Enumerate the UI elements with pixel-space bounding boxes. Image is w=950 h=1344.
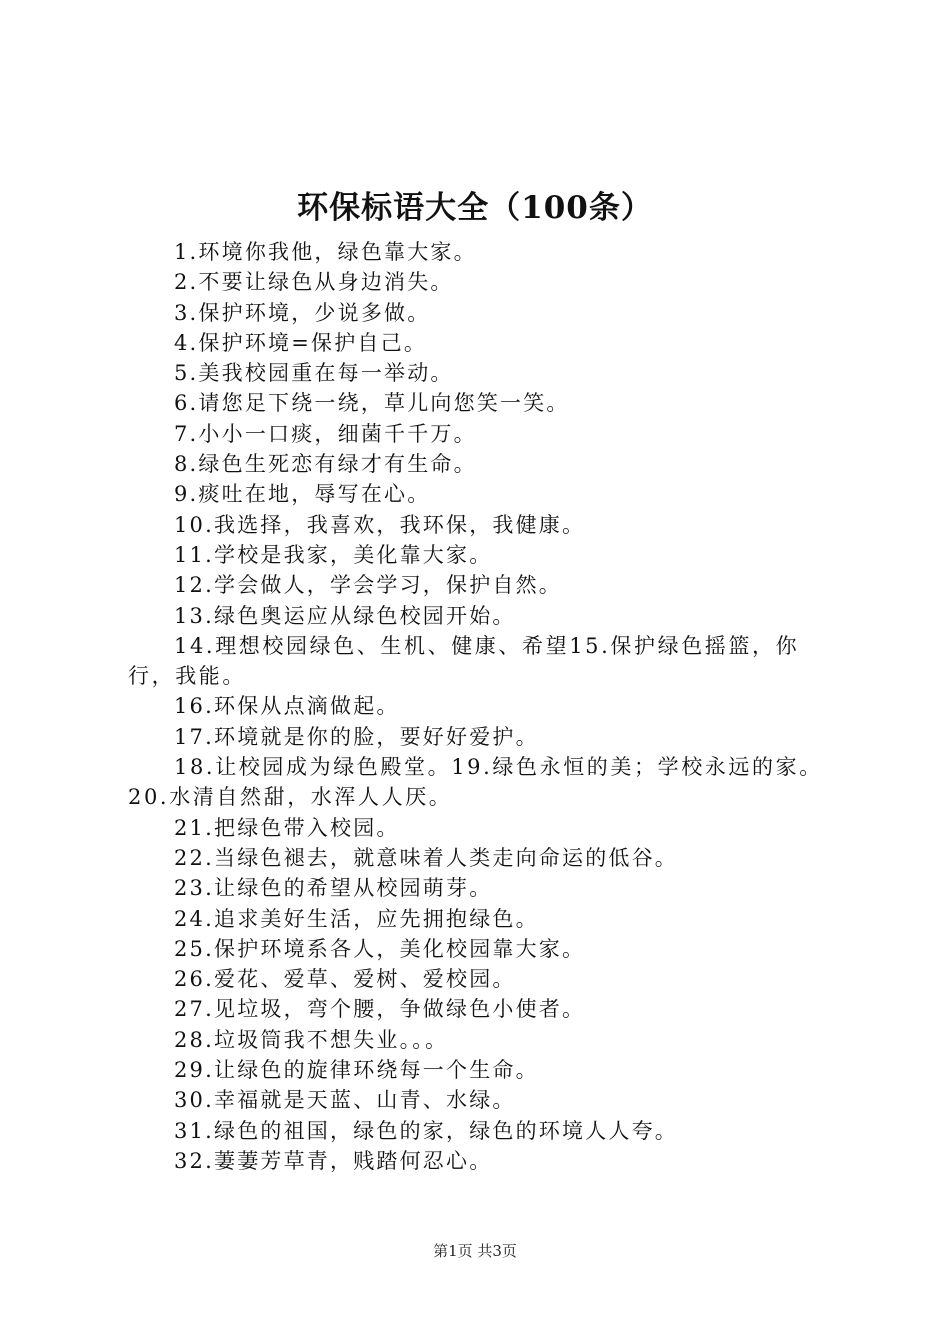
slogan-line: 21.把绿色带入校园。 — [174, 815, 400, 840]
slogan-line: 4.保护环境=保护自己。 — [174, 330, 428, 355]
slogan-line: 25.保护环境系各人，美化校园靠大家。 — [174, 936, 586, 961]
slogan-line: 7.小小一口痰，细菌千千万。 — [174, 421, 477, 446]
slogan-line: 2.不要让绿色从身边消失。 — [174, 270, 454, 295]
slogan-line: 14.理想校园绿色、生机、健康、希望15.保护绿色摇篮，你行，我能。 — [128, 633, 800, 689]
slogan-line: 32.萋萋芳草青，贱踏何忍心。 — [174, 1148, 493, 1173]
slogan-line: 10.我选择，我喜欢，我环保，我健康。 — [174, 512, 586, 537]
slogan-line: 6.请您足下绕一绕，草儿向您笑一笑。 — [174, 391, 570, 416]
slogan-line: 28.垃圾筒我不想失业。。。 — [174, 1027, 449, 1052]
slogan-line: 22.当绿色褪去，就意味着人类走向命运的低谷。 — [174, 845, 678, 870]
slogan-line: 11.学校是我家，美化靠大家。 — [174, 542, 493, 567]
slogan-line: 17.环境就是你的脸，要好好爱护。 — [174, 724, 539, 749]
page-footer: 第1页 共3页 — [433, 1242, 517, 1260]
slogan-line: 1.环境你我他，绿色靠大家。 — [174, 240, 477, 264]
slogan-line: 9.痰吐在地，辱写在心。 — [174, 482, 431, 507]
document-title: 环保标语大全（100条） — [297, 190, 653, 226]
slogan-line: 16.环保从点滴做起。 — [174, 694, 400, 719]
slogan-line: 29.让绿色的旋律环绕每一个生命。 — [174, 1058, 539, 1083]
slogan-line: 26.爱花、爱草、爱树、爱校园。 — [174, 967, 516, 992]
slogan-line: 8.绿色生死恋有绿才有生命。 — [174, 452, 477, 477]
slogan-line: 30.幸福就是天蓝、山青、水绿。 — [174, 1088, 516, 1113]
slogan-line: 13.绿色奥运应从绿色校园开始。 — [174, 603, 516, 628]
slogan-line: 5.美我校园重在每一举动。 — [174, 361, 454, 386]
slogan-list — [128, 237, 828, 1176]
slogan-line: 3.保护环境，少说多做。 — [174, 300, 431, 325]
slogan-line: 31.绿色的祖国，绿色的家，绿色的环境人人夸。 — [174, 1118, 678, 1143]
slogan-line: 23.让绿色的希望从校园萌芽。 — [174, 876, 493, 901]
slogan-line: 18.让校园成为绿色殿堂。19.绿色永恒的美；学校永远的家。20.水清自然甜，水浑人人厌。 — [128, 755, 823, 810]
slogan-line: 24.追求美好生活，应先拥抱绿色。 — [174, 906, 539, 931]
slogan-line: 27.见垃圾，弯个腰，争做绿色小使者。 — [174, 997, 586, 1022]
slogan-line: 12.学会做人，学会学习，保护自然。 — [174, 573, 562, 598]
